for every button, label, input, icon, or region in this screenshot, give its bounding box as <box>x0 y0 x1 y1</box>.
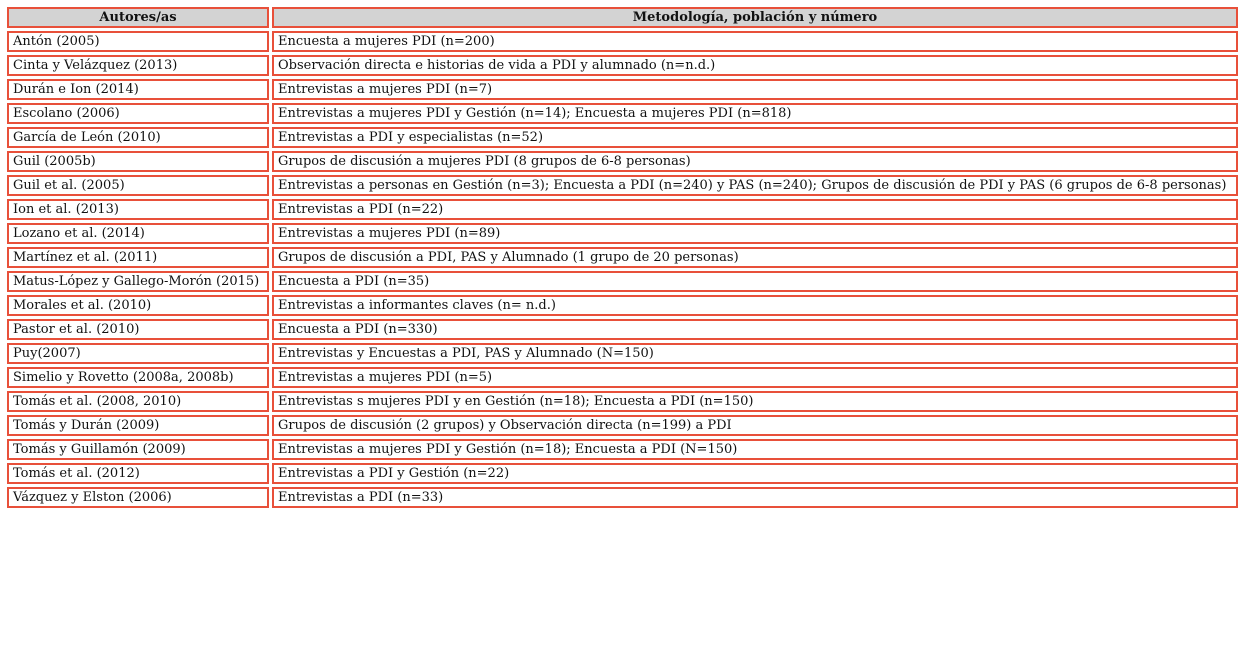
cell-author: Simelio y Rovetto (2008a, 2008b) <box>7 367 269 388</box>
cell-methodology: Entrevistas a mujeres PDI (n=89) <box>272 223 1238 244</box>
cell-author: Martínez et al. (2011) <box>7 247 269 268</box>
cell-author: Antón (2005) <box>7 31 269 52</box>
table-container <box>4 4 1241 511</box>
table-row <box>7 31 1238 52</box>
table-row <box>7 343 1238 364</box>
cell-author: Escolano (2006) <box>7 103 269 124</box>
table-row <box>7 463 1238 484</box>
table-row <box>7 223 1238 244</box>
table-row <box>7 79 1238 100</box>
cell-methodology: Entrevistas a PDI y Gestión (n=22) <box>272 463 1238 484</box>
cell-methodology: Entrevistas a mujeres PDI (n=7) <box>272 79 1238 100</box>
table-row <box>7 415 1238 436</box>
cell-methodology: Grupos de discusión (2 grupos) y Observación directa (n=199) a PDI <box>272 415 1238 436</box>
table-row <box>7 103 1238 124</box>
cell-methodology: Encuesta a PDI (n=330) <box>272 319 1238 340</box>
methodology-table <box>4 4 1241 511</box>
table-row <box>7 391 1238 412</box>
table-body <box>7 31 1238 508</box>
table-row <box>7 151 1238 172</box>
cell-author: Tomás et al. (2012) <box>7 463 269 484</box>
cell-author: Morales et al. (2010) <box>7 295 269 316</box>
cell-author: Durán e Ion (2014) <box>7 79 269 100</box>
cell-author: Matus-López y Gallego-Morón (2015) <box>7 271 269 292</box>
cell-author: Guil (2005b) <box>7 151 269 172</box>
table-row <box>7 271 1238 292</box>
cell-methodology: Entrevistas a mujeres PDI y Gestión (n=18); Encuesta a PDI (N=150) <box>272 439 1238 460</box>
cell-author: Puy(2007) <box>7 343 269 364</box>
cell-methodology: Entrevistas a informantes claves (n= n.d.) <box>272 295 1238 316</box>
cell-methodology: Entrevistas y Encuestas a PDI, PAS y Alumnado (N=150) <box>272 343 1238 364</box>
cell-methodology: Entrevistas a mujeres PDI (n=5) <box>272 367 1238 388</box>
table-row <box>7 295 1238 316</box>
cell-methodology: Encuesta a mujeres PDI (n=200) <box>272 31 1238 52</box>
table-row <box>7 55 1238 76</box>
header-methodology: Metodología, población y número <box>272 7 1238 28</box>
cell-methodology: Entrevistas a personas en Gestión (n=3); Encuesta a PDI (n=240) y PAS (n=240); Grupos de discusión de PDI y PAS (6 grupos de 6-8 personas) <box>272 175 1238 196</box>
cell-methodology: Entrevistas a PDI (n=22) <box>272 199 1238 220</box>
cell-methodology: Entrevistas a mujeres PDI y Gestión (n=14); Encuesta a mujeres PDI (n=818) <box>272 103 1238 124</box>
cell-author: Cinta y Velázquez (2013) <box>7 55 269 76</box>
cell-methodology: Encuesta a PDI (n=35) <box>272 271 1238 292</box>
cell-author: Ion et al. (2013) <box>7 199 269 220</box>
table-row <box>7 175 1238 196</box>
cell-methodology: Entrevistas s mujeres PDI y en Gestión (n=18); Encuesta a PDI (n=150) <box>272 391 1238 412</box>
cell-author: Tomás y Guillamón (2009) <box>7 439 269 460</box>
cell-methodology: Entrevistas a PDI (n=33) <box>272 487 1238 508</box>
cell-author: Vázquez y Elston (2006) <box>7 487 269 508</box>
cell-methodology: Grupos de discusión a mujeres PDI (8 grupos de 6-8 personas) <box>272 151 1238 172</box>
cell-methodology: Observación directa e historias de vida a PDI y alumnado (n=n.d.) <box>272 55 1238 76</box>
table-row <box>7 247 1238 268</box>
cell-author: Guil et al. (2005) <box>7 175 269 196</box>
header-authors: Autores/as <box>7 7 269 28</box>
cell-author: García de León (2010) <box>7 127 269 148</box>
cell-author: Tomás et al. (2008, 2010) <box>7 391 269 412</box>
cell-methodology: Grupos de discusión a PDI, PAS y Alumnado (1 grupo de 20 personas) <box>272 247 1238 268</box>
cell-methodology: Entrevistas a PDI y especialistas (n=52) <box>272 127 1238 148</box>
cell-author: Tomás y Durán (2009) <box>7 415 269 436</box>
table-row <box>7 127 1238 148</box>
table-row <box>7 199 1238 220</box>
table-row <box>7 439 1238 460</box>
cell-author: Pastor et al. (2010) <box>7 319 269 340</box>
table-row <box>7 487 1238 508</box>
table-row <box>7 319 1238 340</box>
cell-author: Lozano et al. (2014) <box>7 223 269 244</box>
table-row <box>7 367 1238 388</box>
table-header-row <box>7 7 1238 28</box>
